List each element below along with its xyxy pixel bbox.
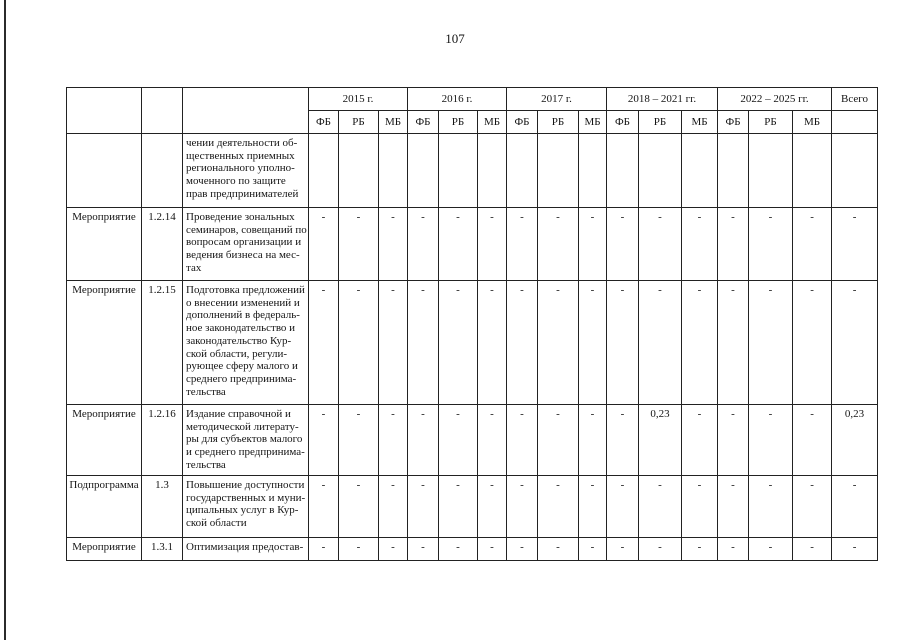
row-type-cell: Мероприятие xyxy=(67,281,142,405)
value-cell: - xyxy=(718,281,749,405)
value-cell: - xyxy=(379,476,408,538)
page-number: 107 xyxy=(445,31,465,46)
row-type-cell: Мероприятие xyxy=(67,538,142,561)
value-cell: - xyxy=(607,281,639,405)
table-header xyxy=(67,88,878,134)
funding-source-header: МБ xyxy=(478,111,507,134)
value-cell: - xyxy=(579,281,607,405)
value-cell: - xyxy=(439,405,478,476)
row-description-cell: Издание справочной и методической литерату- ры для субъектов малого и среднего предпринима- тельства xyxy=(183,405,309,476)
funding-source-header: РБ xyxy=(639,111,682,134)
row-type-cell: Подпрограмма xyxy=(67,476,142,538)
header-code-column xyxy=(142,88,183,134)
funding-source-header: ФБ xyxy=(607,111,639,134)
value-cell: - xyxy=(538,476,579,538)
value-cell: - xyxy=(607,476,639,538)
total-value-cell xyxy=(832,134,878,208)
value-cell: - xyxy=(579,405,607,476)
value-cell xyxy=(439,134,478,208)
funding-source-header: ФБ xyxy=(408,111,439,134)
value-cell: - xyxy=(538,538,579,561)
value-cell: - xyxy=(682,538,718,561)
row-code-cell: 1.3 xyxy=(142,476,183,538)
value-cell: - xyxy=(339,405,379,476)
value-cell: - xyxy=(749,538,793,561)
value-cell xyxy=(639,134,682,208)
value-cell xyxy=(408,134,439,208)
row-description-cell: чении деятельности об- щественных приемных регионального уполно- моченного по защите прав предпринимателей xyxy=(183,134,309,208)
value-cell: - xyxy=(379,208,408,281)
row-description-cell: Повышение доступности государственных и муни- ципальных услуг в Кур- ской области xyxy=(183,476,309,538)
value-cell: - xyxy=(339,208,379,281)
value-cell: - xyxy=(639,538,682,561)
value-cell: - xyxy=(718,476,749,538)
value-cell xyxy=(309,134,339,208)
value-cell: - xyxy=(408,281,439,405)
value-cell xyxy=(507,134,538,208)
value-cell: - xyxy=(339,281,379,405)
year-header-row xyxy=(67,88,878,111)
value-cell: - xyxy=(793,281,832,405)
value-cell: - xyxy=(478,208,507,281)
value-cell: - xyxy=(309,476,339,538)
value-cell: - xyxy=(793,208,832,281)
row-code-cell: 1.2.16 xyxy=(142,405,183,476)
funding-source-header: МБ xyxy=(793,111,832,134)
row-code-cell: 1.2.15 xyxy=(142,281,183,405)
table-row xyxy=(67,476,878,538)
total-subheader-empty xyxy=(832,111,878,134)
value-cell: - xyxy=(379,281,408,405)
value-cell: - xyxy=(408,405,439,476)
value-cell: - xyxy=(682,405,718,476)
value-cell: 0,23 xyxy=(639,405,682,476)
value-cell: - xyxy=(718,538,749,561)
value-cell: - xyxy=(478,405,507,476)
value-cell: - xyxy=(718,208,749,281)
row-code-cell xyxy=(142,134,183,208)
funding-source-header: МБ xyxy=(379,111,408,134)
value-cell: - xyxy=(579,538,607,561)
value-cell: - xyxy=(749,281,793,405)
year-header-2022-2025: 2022 – 2025 гг. xyxy=(718,88,832,111)
value-cell: - xyxy=(439,476,478,538)
value-cell: - xyxy=(682,208,718,281)
value-cell: - xyxy=(682,281,718,405)
value-cell: - xyxy=(538,281,579,405)
value-cell xyxy=(749,134,793,208)
value-cell: - xyxy=(309,281,339,405)
value-cell: - xyxy=(607,405,639,476)
value-cell: - xyxy=(718,405,749,476)
funding-source-header: ФБ xyxy=(309,111,339,134)
value-cell xyxy=(607,134,639,208)
value-cell: - xyxy=(639,476,682,538)
value-cell: - xyxy=(408,208,439,281)
funding-source-header: РБ xyxy=(749,111,793,134)
table-row xyxy=(67,208,878,281)
value-cell: - xyxy=(478,538,507,561)
value-cell: - xyxy=(408,538,439,561)
header-type-column xyxy=(67,88,142,134)
value-cell: - xyxy=(538,208,579,281)
value-cell: - xyxy=(309,405,339,476)
row-description-cell: Проведение зональных семинаров, совещаний по вопросам организации и ведения бизнеса на мес- тах xyxy=(183,208,309,281)
value-cell: - xyxy=(749,208,793,281)
row-code-cell: 1.2.14 xyxy=(142,208,183,281)
funding-source-header: ФБ xyxy=(718,111,749,134)
value-cell xyxy=(793,134,832,208)
funding-source-header: РБ xyxy=(339,111,379,134)
total-value-cell: - xyxy=(832,281,878,405)
value-cell: - xyxy=(749,476,793,538)
total-header: Всего xyxy=(832,88,878,111)
value-cell xyxy=(682,134,718,208)
value-cell: - xyxy=(339,476,379,538)
value-cell: - xyxy=(507,281,538,405)
value-cell: - xyxy=(309,208,339,281)
row-type-cell: Мероприятие xyxy=(67,208,142,281)
value-cell: - xyxy=(793,476,832,538)
value-cell xyxy=(478,134,507,208)
row-type-cell: Мероприятие xyxy=(67,405,142,476)
total-value-cell: - xyxy=(832,208,878,281)
value-cell: - xyxy=(793,538,832,561)
row-code-cell: 1.3.1 xyxy=(142,538,183,561)
value-cell: - xyxy=(439,538,478,561)
value-cell: - xyxy=(507,476,538,538)
value-cell: - xyxy=(439,208,478,281)
scan-edge-line xyxy=(4,0,6,640)
value-cell: - xyxy=(749,405,793,476)
value-cell: - xyxy=(439,281,478,405)
value-cell: - xyxy=(478,281,507,405)
budget-table xyxy=(66,87,878,561)
year-header-2017: 2017 г. xyxy=(507,88,607,111)
value-cell: - xyxy=(379,405,408,476)
value-cell: - xyxy=(507,405,538,476)
funding-source-header: РБ xyxy=(538,111,579,134)
value-cell: - xyxy=(478,476,507,538)
value-cell: - xyxy=(408,476,439,538)
header-description-column xyxy=(183,88,309,134)
value-cell: - xyxy=(579,476,607,538)
value-cell: - xyxy=(538,405,579,476)
value-cell: - xyxy=(507,538,538,561)
table-body xyxy=(67,134,878,561)
value-cell xyxy=(339,134,379,208)
value-cell xyxy=(538,134,579,208)
value-cell: - xyxy=(379,538,408,561)
value-cell xyxy=(579,134,607,208)
year-header-2016: 2016 г. xyxy=(408,88,507,111)
total-value-cell: - xyxy=(832,538,878,561)
row-type-cell xyxy=(67,134,142,208)
value-cell: - xyxy=(639,208,682,281)
value-cell: - xyxy=(309,538,339,561)
row-description-cell: Оптимизация предостав- xyxy=(183,538,309,561)
value-cell: - xyxy=(607,538,639,561)
value-cell: - xyxy=(682,476,718,538)
table-row xyxy=(67,405,878,476)
funding-source-header: РБ xyxy=(439,111,478,134)
funding-source-header: МБ xyxy=(682,111,718,134)
total-value-cell: 0,23 xyxy=(832,405,878,476)
value-cell: - xyxy=(639,281,682,405)
row-description-cell: Подготовка предложений о внесении изменений и дополнений в федераль- ное законодательство и законодательство Кур- ской области, регули- рующее сферу малого и среднего предпринима- тельства xyxy=(183,281,309,405)
table-row xyxy=(67,134,878,208)
table-row xyxy=(67,281,878,405)
table-row xyxy=(67,538,878,561)
value-cell: - xyxy=(339,538,379,561)
year-header-2018-2021: 2018 – 2021 гг. xyxy=(607,88,718,111)
year-header-2015: 2015 г. xyxy=(309,88,408,111)
value-cell: - xyxy=(579,208,607,281)
value-cell: - xyxy=(607,208,639,281)
total-value-cell: - xyxy=(832,476,878,538)
value-cell: - xyxy=(507,208,538,281)
value-cell xyxy=(379,134,408,208)
value-cell xyxy=(718,134,749,208)
funding-source-header: ФБ xyxy=(507,111,538,134)
funding-source-header: МБ xyxy=(579,111,607,134)
value-cell: - xyxy=(793,405,832,476)
